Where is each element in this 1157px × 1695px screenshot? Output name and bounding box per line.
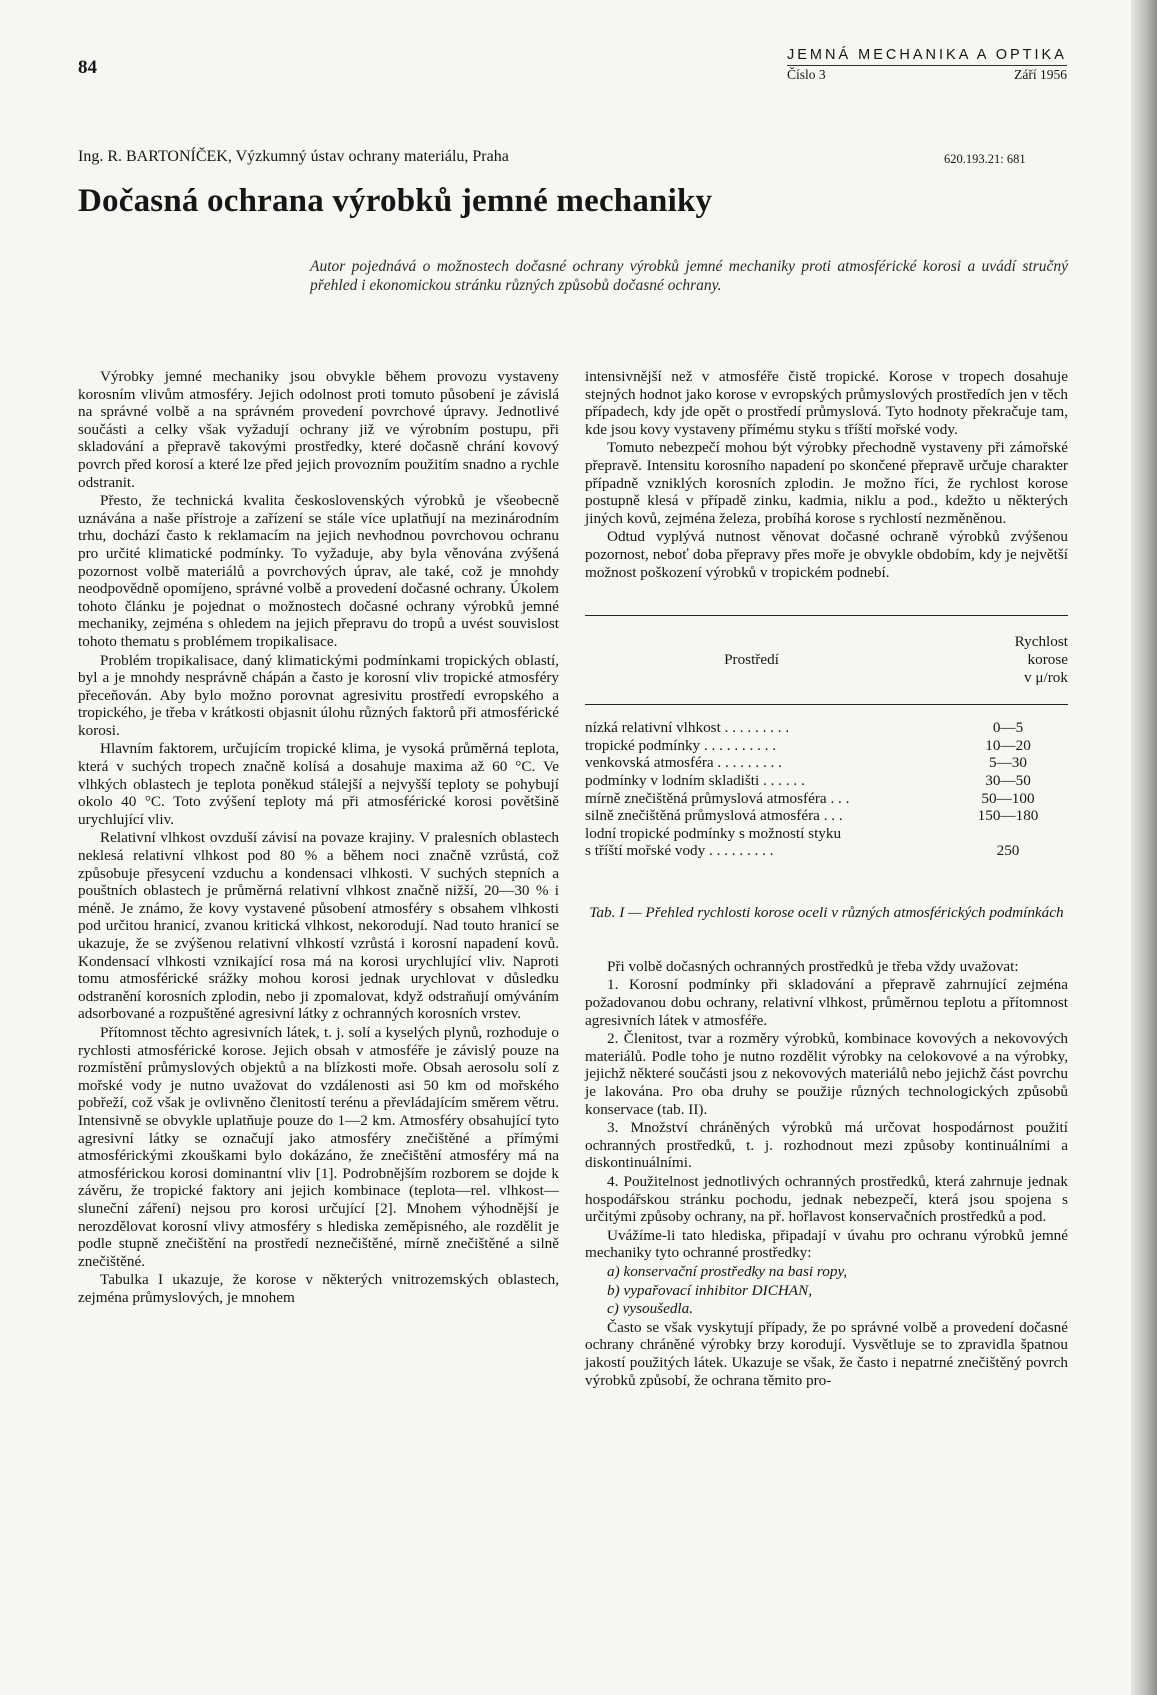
table-cell-rate: 250 xyxy=(996,842,1020,860)
table-cell-environment: s tříští mořské vody . . . . . . . . . xyxy=(585,842,774,860)
table-body xyxy=(585,719,1068,860)
page-edge-shadow xyxy=(1131,0,1157,1695)
header-rule xyxy=(787,65,1067,66)
table-row xyxy=(585,737,1068,755)
paragraph: Při volbě dočasných ochranných prostředků je třeba vždy uvažovat: xyxy=(607,957,1019,975)
table-row xyxy=(585,825,1068,843)
right-column-continuation xyxy=(585,958,1068,1389)
table-cell-environment: venkovská atmosféra . . . . . . . . . xyxy=(585,754,782,772)
table-row xyxy=(585,807,1068,825)
udc-code: 620.193.21: 681 xyxy=(944,152,1026,166)
corrosion-rate-table xyxy=(585,615,1068,922)
table-cell-environment: silně znečištěná průmyslová atmosféra . . . xyxy=(585,807,843,825)
paragraph: Relativní vlhkost ovzduší závisí na povaze krajiny. V pralesních oblastech neklesá relativní vlhkost pod 80 % a během noci značně vzrůstá, což způsobuje přesycení vzduchu a kondensaci vlhkosti. V suchých stepních a pouštních oblastech je průměrná relativní vlhkost značně nižší, 20—30 % i méně. Je známo, že kovy vystavené působení atmosféry s obsahem vlhkosti pod určitou hranicí, zvanou kritická vlhkost, nekorodují. Nad touto hranicí se ukazuje, že se zvýšenou relativní vlhkostí vzrůstá i korosní napadení kovů. Kondensací vlhkosti vznikající rosa má na korosi urychlující vliv. Naproti tomu atmosférické srážky mohou korosi jednak urychlovat v důsledku odstranění korosních zplodin, nebo ji zpomalovat, když odstraňují omýváním adsorbované a rozpuštěné agresivní látky z ochranných korosních vrstev. xyxy=(78,829,559,1023)
numbered-paragraph: 1. Korosní podmínky při skladování a přepravě zahrnující zejména požadovanou dobu ochrany, relativní vlhkost, průměrnou teplotu a přítomnost agresivních látek v atmosféře. xyxy=(585,976,1068,1029)
table-row xyxy=(585,790,1068,808)
paragraph: Tomuto nebezpečí mohou být výrobky přechodně vystaveny při zámořské přepravě. Intensitu korosního napadení po skončené přepravě určuje charakter případně vzniklých korosních zplodin. Je možno říci, že rychlost korose postupně klesá v případě zinku, kadmia, niklu a pod., kdežto u některých jiných kovů, zejména železa, probíhá korose s rychlostí nezměněnou. xyxy=(585,439,1068,527)
paragraph: Odtud vyplývá nutnost věnovat dočasné ochraně výrobků zvýšenou pozornost, neboť doba přepravy přes moře je obvykle obdobím, kdy je největší možnost poškození výrobků v tropickém podnebí. xyxy=(585,528,1068,581)
table-cell-environment: mírně znečištěná průmyslová atmosféra . . . xyxy=(585,789,850,807)
table-cell-rate: 30—50 xyxy=(985,771,1031,789)
page-number: 84 xyxy=(78,57,97,78)
running-header xyxy=(787,47,1067,83)
right-column xyxy=(585,368,1068,1389)
table-cell-environment: podmínky v lodním skladišti . . . . . . xyxy=(585,771,805,789)
rate-header-line: v μ/rok xyxy=(1024,669,1068,687)
table-cell-environment: tropické podmínky . . . . . . . . . . xyxy=(585,736,777,754)
table-cell-rate: 10—20 xyxy=(985,736,1031,754)
rate-header-line: Rychlost xyxy=(1014,633,1068,651)
table-row xyxy=(585,772,1068,790)
rate-header-line: korose xyxy=(1027,651,1068,669)
abstract: Autor pojednává o možnostech dočasné ochrany výrobků jemné mechaniky proti atmosférické korosi a uvádí stručný přehled i ekonomickou stránku různých způsobů dočasné ochrany. xyxy=(310,258,1068,294)
table-cell-rate: 50—100 xyxy=(981,789,1035,807)
table-row xyxy=(585,842,1068,860)
paragraph: Přesto, že technická kvalita československých výrobků je všeobecně uznávána a naše přístroje a zařízení se stále více uplatňují na mezinárodním trhu, dochází často k reklamacím na jejich nevhodnou povrchovou ochranu pro určité klimatické podmínky. To vyžaduje, aby byla věnována zvýšená pozornost volbě materiálů a povrchových úprav, ale také, což je mnohdy neodpovědně opomíjeno, správné volbě a provedení dočasné ochrany. Úkolem tohoto článku je pojednat o možnostech dočasné ochrany výrobků jemné mechaniky, zejména s ohledem na jejich přepravu do tropů a uvést souvislost tohoto thematu s problémem tropikalisace. xyxy=(78,492,559,650)
paragraph: Uvážíme-li tato hlediska, připadají v úvahu pro ochranu výrobků jemné mechaniky tyto ochranné prostředky: xyxy=(585,1226,1068,1262)
paragraph: Často se však vyskytují případy, že po správné volbě a provedení dočasné ochrany chráněné výrobky brzy korodují. Vysvětluje se to zpravidla špatnou jakostí použitých látek. Ukazuje se však, že často i nepatrné znečištěný povrch výrobků způsobí, že ochrana těmito pro- xyxy=(585,1318,1068,1389)
journal-name: JEMNÁ MECHANIKA A OPTIKA xyxy=(787,47,1067,63)
paragraph: Tabulka I ukazuje, že korose v některých vnitrozemských oblastech, zejména průmyslových, je mnohem xyxy=(78,1271,559,1306)
table-header-environment: Prostředí xyxy=(724,651,779,669)
table-cell-rate: 0—5 xyxy=(992,719,1024,737)
paragraph: Problém tropikalisace, daný klimatickými podmínkami tropických oblastí, byl a je mnohdy nesprávně chápán a často je korosní vliv tropické atmosféry přeceňován. Aby bylo možno porovnat agresivitu prostředí evropského a tropického, je třeba v krátkosti objasnit úlohu různých faktorů při atmosférické korosi. xyxy=(78,651,559,739)
table-caption: Tab. I — Přehled rychlosti korose oceli v různých atmosférických podmínkách xyxy=(589,903,1064,921)
table-cell-environment: lodní tropické podmínky s možností styku xyxy=(585,824,842,842)
author-line: Ing. R. BARTONÍČEK, Výzkumný ústav ochrany materiálu, Praha xyxy=(78,148,509,165)
paragraph: Přítomnost těchto agresivních látek, t. j. solí a kyselých plynů, rozhoduje o rychlosti atmosférické korose. Jejich obsah v atmosféře je závislý pouze na rozmístění průmyslových objektů a na blízkosti moře. Obsah aerosolu solí z mořské vody je nutno uvažovat do vzdálenosti asi 50 km od mořského pobřeží, což však je ovlivněno členitostí terénu a převládajícím směrem větru. Intensivně se obvykle uplatňuje pouze do 1—2 km. Atmosféry obsahující tyto agresivní látky se označují jako atmosféry znečištěné a přímými atmosférickými zkouškami bylo dokázáno, že znečištění atmosféry má na atmosférickou korosi dominantní vliv [1]. Podrobnějším rozborem se dojde k závěru, že tropické faktory ani jejich kombinace (teplota—rel. vlhkost—sluneční záření) nejsou pro korosi určující [2]. Mnohem výhodnější je nerozdělovat korosní vlivy atmosféry s hlediska zeměpisného, ale rozdělit je podle stupně znečištění na prostředí neznečištěné, mírně znečištěné a silně znečištěné. xyxy=(78,1023,559,1270)
numbered-paragraph: 2. Členitost, tvar a rozměry výrobků, kombinace kovových a nekovových materiálů. Podle toho je nutno rozdělit výrobky na celokovové a na výrobky, jejichž některé součásti jsou z nekovových materiálů nebo jejichž část povrchu je lakována. Pro oba druhy se použije různých technologických způsobů konservace (tab. II). xyxy=(585,1030,1068,1118)
table-cell-rate: 5—30 xyxy=(989,754,1027,772)
table-cell-environment: nízká relativní vlhkost . . . . . . . . . xyxy=(585,719,790,737)
table-row xyxy=(585,719,1068,737)
list-item: b) vypařovací inhibitor DICHAN, xyxy=(607,1281,813,1299)
issue-date: Září 1956 xyxy=(1014,67,1067,82)
left-column xyxy=(78,368,559,1306)
list-item: c) vysoušedla. xyxy=(607,1300,694,1318)
table-cell-rate: 150—180 xyxy=(977,807,1039,825)
numbered-paragraph: 3. Množství chráněných výrobků má určovat hospodárnost použití ochranných prostředků, t. j. rozhodnout mezi způsoby kontinuálními a diskontinuálními. xyxy=(585,1119,1068,1172)
table-row xyxy=(585,754,1068,772)
paragraph: Výrobky jemné mechaniky jsou obvykle během provozu vystaveny korosním vlivům atmosféry. Jejich odolnost proti tomuto působení je závislá na správné volbě a na správném provedení povrchové úpravy. Jednotlivé součásti a celky však vyžadují ochrany již ve výrobním postupu, při skladování a přepravě takovými prostředky, které dočasně chrání kovový povrch před korosí a které lze před jejich provozním použitím snadno a rychle odstranit. xyxy=(78,368,559,491)
paragraph: intensivnější než v atmosféře čistě tropické. Korose v tropech dosahuje stejných hodnot jako korose v evropských průmyslových prostředích jen v těch případech, kdy jde opět o prostředí průmyslová. Tyto hodnoty překračuje tam, kde jsou kovy vystaveny přímému styku s tříští mořské vody. xyxy=(585,368,1068,438)
table-header xyxy=(585,615,1068,705)
issue-info xyxy=(787,67,1067,83)
issue-number: Číslo 3 xyxy=(787,67,826,82)
list-item: a) konservační prostředky na basi ropy, xyxy=(607,1262,848,1280)
paragraph: Hlavním faktorem, určujícím tropické klima, je vysoká průměrná teplota, která v suchých tropech značně kolísá a dosahuje maxima až 60 °C. Ve vlhkých oblastech je teplota poněkud stálejší a nejvyšší teploty se pohybují okolo 40 °C. Toto zvýšení teploty má při atmosférické korosi povětšině urychlující vliv. xyxy=(78,740,559,828)
numbered-paragraph: 4. Použitelnost jednotlivých ochranných prostředků, která zahrnuje jednak hospodářskou stránku pochodu, jednak nebezpečí, která jsou spojena s určitými způsoby ochrany, na př. hořlavost konservačních prostředků a pod. xyxy=(585,1173,1068,1226)
article-title: Dočasná ochrana výrobků jemné mechaniky xyxy=(78,183,713,219)
table-header-rate xyxy=(948,633,1068,687)
